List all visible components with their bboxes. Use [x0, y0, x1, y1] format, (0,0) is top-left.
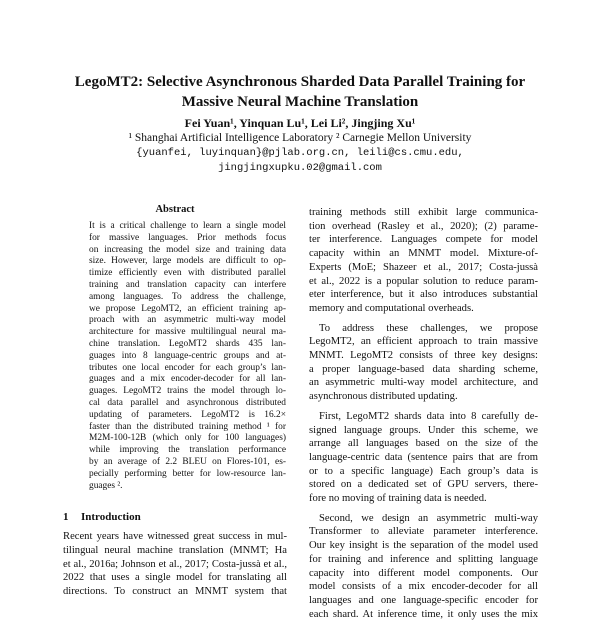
text-line: guages and a mix encoder-decoder for all lan- [89, 374, 286, 385]
text-line: timize efficiently even with distributed parallel [89, 268, 286, 279]
text-line: architecture for massive multilingual neural ma- [89, 327, 286, 338]
paragraph [309, 410, 538, 506]
text-line: capacity within an MNMT model. Mixture-of- [309, 248, 538, 260]
text-line: an asymmetric multi-way model architecture, and [309, 377, 538, 389]
text-line: pecially performing better for low-resource lan- [89, 468, 286, 479]
text-line: we propose LegoMT2, an efficient training ap- [89, 303, 286, 314]
text-line: arrange all languages based on the size of the [309, 438, 538, 450]
text-line: tributes one local encoder for each group’s lan- [89, 362, 286, 373]
text-line: capacity into different model components. Our [309, 567, 538, 579]
right-column-body [309, 206, 538, 621]
text-line: fore no moving of training data is needed. [309, 493, 487, 505]
text-line: while improving the translation performance [89, 445, 286, 456]
text-line: Transformer to alleviate parameter interference. [309, 526, 538, 538]
section-title: Introduction [81, 511, 141, 524]
introduction-body [63, 530, 287, 599]
left-column [63, 203, 287, 599]
text-line: stored on a dedicated set of GPU servers, there- [309, 479, 538, 491]
text-line: proach with an asymmetric multi-way model [89, 315, 286, 326]
text-line: eter interference, but it also introduces substantial [309, 289, 538, 301]
text-line: guages into 8 language-centric groups and at- [89, 350, 286, 361]
text-line: model consists of a mix encoder-decoder for all [309, 581, 538, 593]
text-line: directions. To construct an MNMT system that [63, 586, 287, 598]
text-line: chine translation. LegoMT2 shards 435 lan- [89, 338, 286, 349]
author-block [40, 116, 560, 176]
text-line: et al., 2016a; Johnson et al., 2017; Costa-jussà et al., [63, 558, 287, 570]
text-line: tilingual neural machine translation (MNMT; Ha [63, 545, 287, 557]
abstract-heading: Abstract [155, 204, 195, 215]
text-line: guages ². [89, 480, 123, 491]
text-line: MNMT. LegoMT2 consists of three key designs: [309, 350, 538, 362]
text-line: faster than the distributed training method ¹ for [89, 421, 286, 432]
paragraph [309, 322, 538, 404]
text-line: et al., 2022 is a popular solution to reduce param- [309, 275, 538, 287]
right-column [309, 206, 538, 621]
text-line: 2022 that uses a single model for translating all [63, 572, 287, 584]
author-names: Fei Yuan¹, Yinquan Lu¹, Lei Li², Jingjing Xu¹ [184, 116, 416, 130]
abstract-body [89, 221, 286, 492]
text-line: among languages. To address the challenge, [89, 291, 286, 302]
email-line-2: jingjingxupku.02@gmail.com [218, 162, 382, 174]
text-line: size. However, large models are difficult to op- [89, 256, 286, 267]
text-line: on increasing the model size and training data [89, 244, 286, 255]
text-line: memory and computational overheads. [309, 302, 474, 314]
text-line: training methods still exhibit large communica- [309, 207, 538, 218]
text-line: ter interference. Languages compete for model [309, 234, 538, 246]
paragraph [309, 206, 538, 316]
text-line: asynchronous distributed updating. [309, 391, 458, 403]
text-line: cal data parallel and asynchronous distributed [89, 397, 286, 408]
text-line: signed language groups. Under this scheme, we [309, 424, 538, 436]
text-line: updating of parameters. LegoMT2 is 16.2× [89, 409, 286, 420]
section-number: 1 [63, 511, 69, 524]
text-line: language-centric data (sentence pairs that are from [309, 451, 538, 463]
text-line: LegoMT2, an efficient approach to train massive [309, 336, 538, 348]
text-line: training and translation capacity can interfere [89, 279, 286, 290]
title-line-2: Massive Neural Machine Translation [181, 94, 419, 110]
text-line: tion overhead (Rasley et al., 2020); (2) parame- [309, 220, 538, 232]
text-line: Experts (MoE; Shazeer et al., 2017; Costa-jussà [309, 261, 538, 273]
section-heading-introduction [63, 510, 287, 524]
paper-title [40, 72, 560, 112]
title-line-1: LegoMT2: Selective Asynchronous Sharded Data Parallel Training for [74, 74, 526, 90]
text-line: Second, we design an asymmetric multi-way [319, 512, 538, 524]
text-line: To address these challenges, we propose [319, 322, 538, 334]
affiliations: ¹ Shanghai Artificial Intelligence Laboratory ² Carnegie Mellon University [128, 132, 472, 144]
text-line: languages and one language-specific encoder for [309, 594, 538, 606]
text-line: guages. LegoMT2 trains the model through lo- [89, 386, 286, 397]
text-line: Recent years have witnessed great success in mul- [63, 531, 287, 543]
paragraph [309, 512, 538, 621]
text-line: M2M-100-12B (which only for 100 languages) [89, 433, 286, 444]
text-line: for training and inference and splitting language [309, 553, 538, 565]
text-line: Our key insight is the separation of the model used [309, 540, 538, 552]
text-line: It is a critical challenge to learn a single model [89, 221, 286, 231]
text-line: for massive languages. Prior methods focus [89, 232, 286, 243]
text-line: by an average of 2.2 BLEU on Flores-101, es- [89, 456, 286, 467]
text-line: each shard. At inference time, it only uses the mix [309, 608, 538, 620]
text-line: First, LegoMT2 shards data into 8 carefully de- [319, 410, 538, 422]
text-line: a proper language-based data sharding scheme, [309, 363, 538, 375]
text-line: or to a specific language) Each group’s data is [309, 465, 538, 477]
email-line-1: {yuanfei, luyinquan}@pjlab.org.cn, leili@cs.cmu.edu, [136, 147, 464, 159]
